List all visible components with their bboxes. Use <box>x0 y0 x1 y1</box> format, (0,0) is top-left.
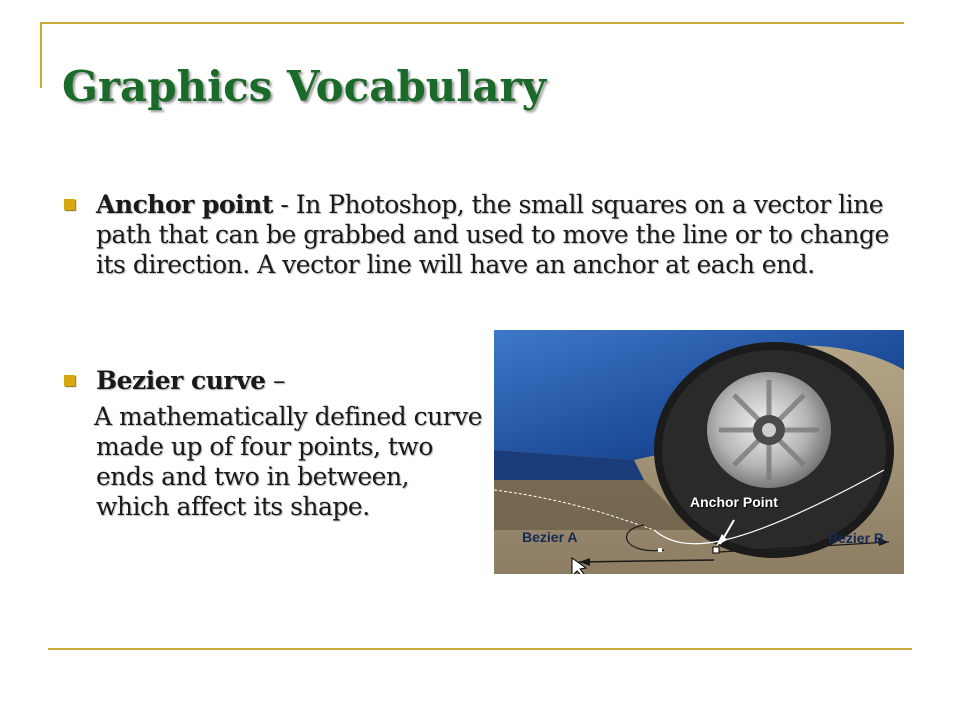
bezier-b-label: Bezier B <box>828 530 885 546</box>
bezier-curve-term: Bezier curve <box>96 366 266 395</box>
bullet-icon <box>64 199 75 210</box>
bezier-curve-dash: – <box>265 366 285 395</box>
anchor-point-dash: - <box>272 190 296 219</box>
slide-title: Graphics Vocabulary <box>62 62 547 111</box>
bullet-icon <box>64 375 75 386</box>
anchor-point-definition: In Photoshop, the small squares on a vector line path that can be grabbed and used to move the line or to change its direction. A vector line will have an anchor at each end. <box>96 190 889 279</box>
tire-bezier-photo <box>494 330 904 574</box>
bezier-curve-heading <box>96 366 476 396</box>
decorative-bottom-line <box>48 648 912 650</box>
bezier-a-label: Bezier A <box>522 529 578 545</box>
anchor-point-paragraph <box>96 190 906 280</box>
decorative-top-line <box>40 22 904 24</box>
anchor-point-term: Anchor point <box>96 190 273 219</box>
decorative-vertical-line <box>40 22 42 88</box>
bezier-curve-definition: A mathematically defined curve made up of four points, two ends and two in between, which affect its shape. <box>94 402 483 521</box>
anchor-point-label: Anchor Point <box>690 494 778 510</box>
